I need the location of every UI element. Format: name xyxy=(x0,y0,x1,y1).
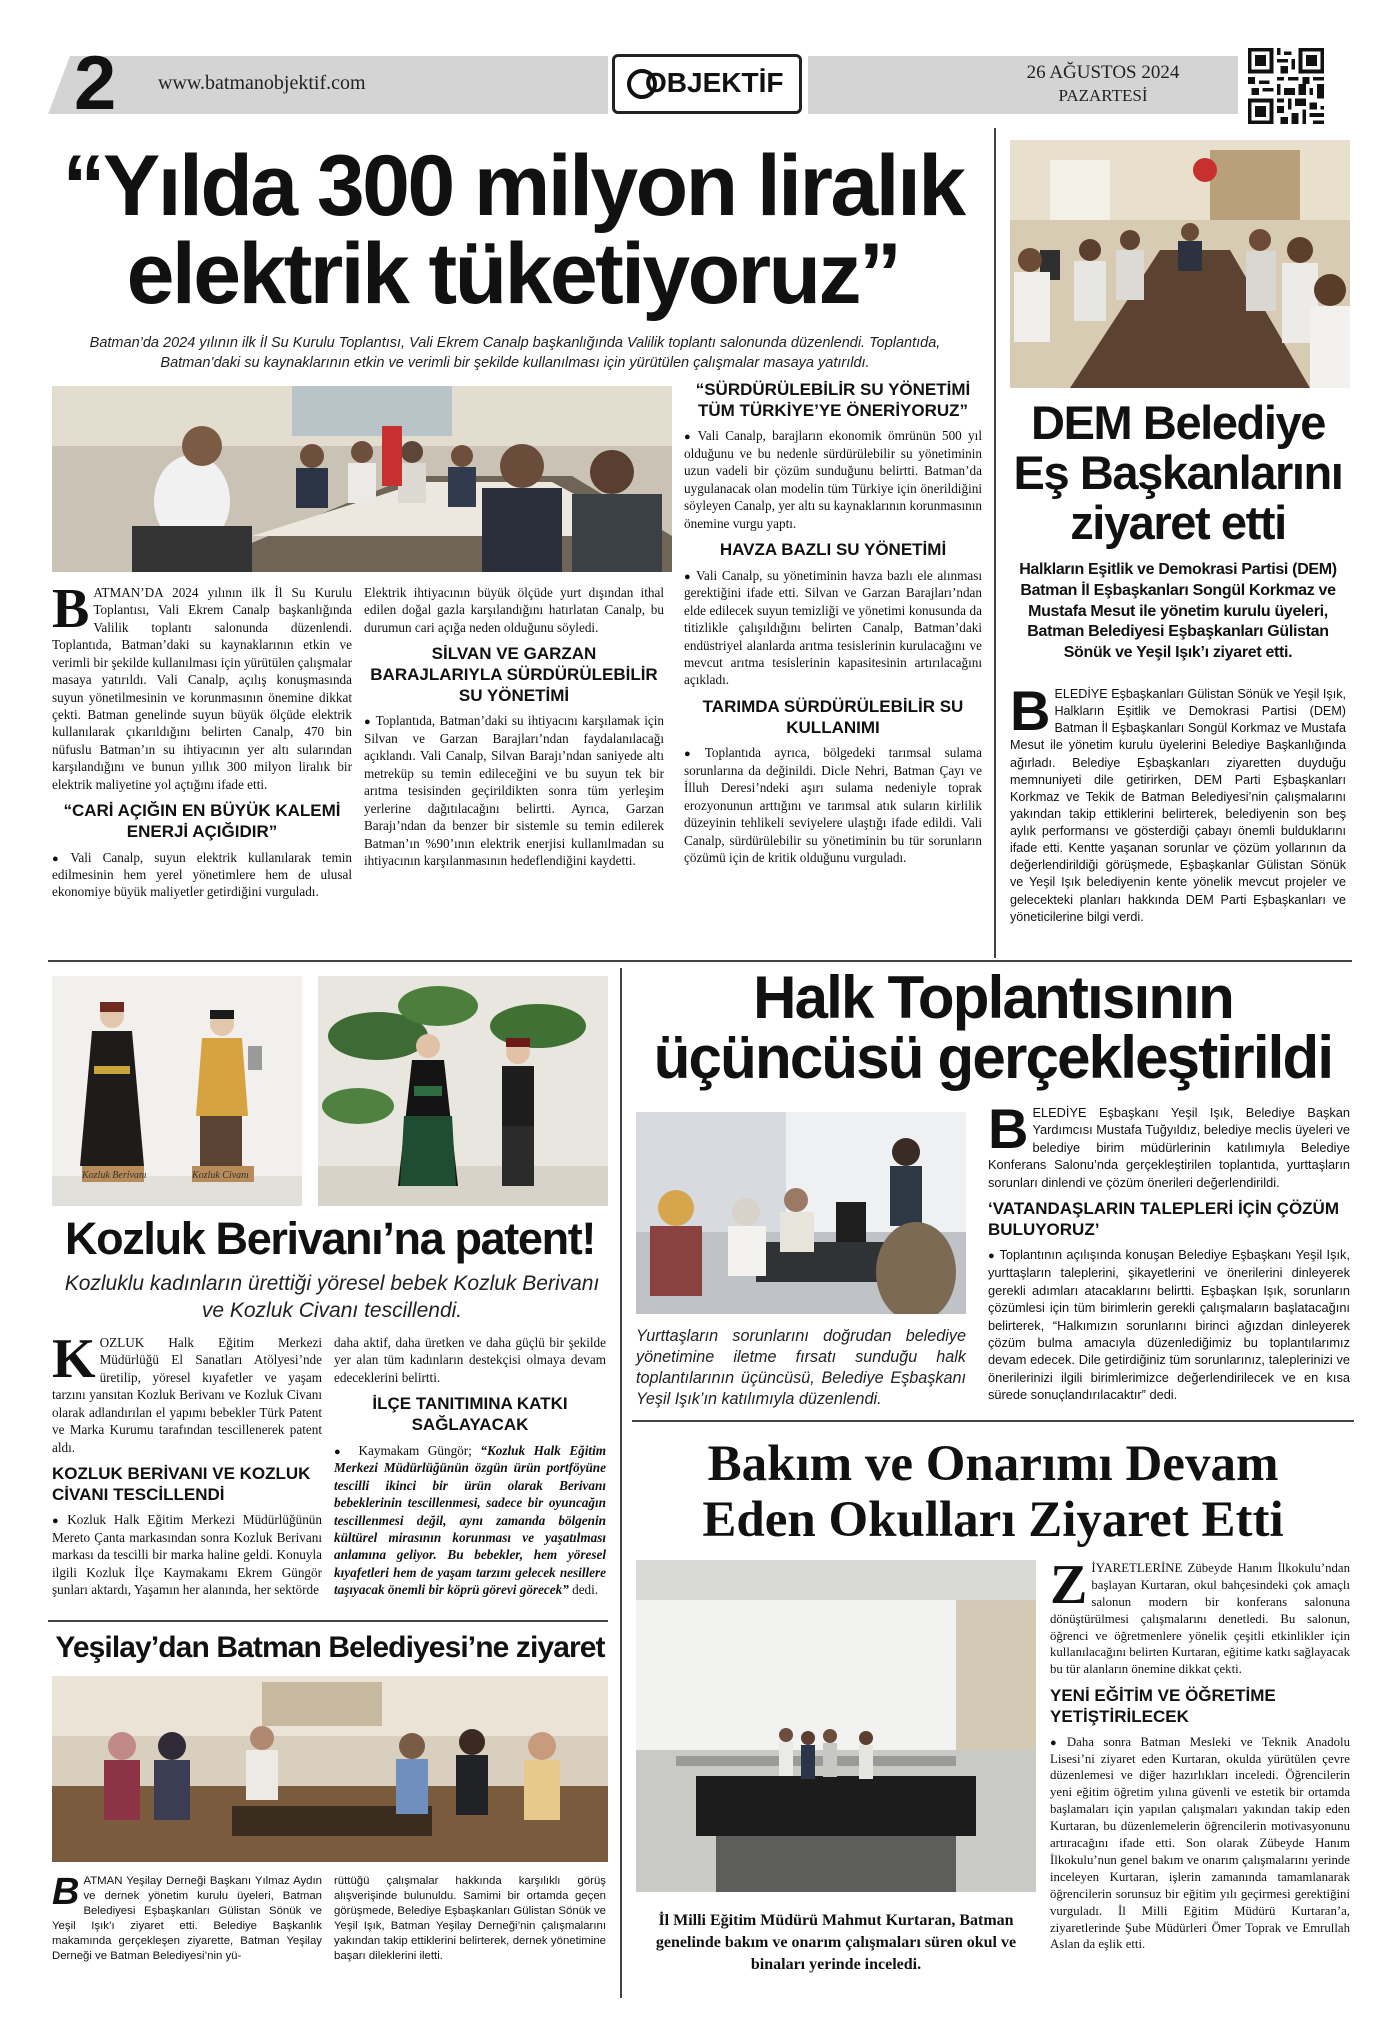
story1-paragraph: ● Toplantıda ayrıca, bölgedeki tarımsal sulama sorunlarına da değinildi. Dicle Nehri, Batman Çayı ve İlluh Deresi’ndeki aşırı sulama nedeniyle toprak erozyonunun arttığını ve tarımsal atık suların kirlilik düzeyinin tehlikeli seviyelere ulaştığı ifade edildi. Vali Canalp, sürdürülebilir su yönetiminin bu tür sorunların çözümü için de kritik olduğunu vurguladı. xyxy=(684,744,982,866)
logo-text: OBJEKTİF xyxy=(645,67,784,98)
story1-column-1 xyxy=(52,578,352,903)
story5-photo-caption: Yurttaşların sorunlarını doğrudan belediye yönetimine iletme fırsatı sunduğu halk toplantılarının üçüncüsü, Belediye Eşbaşkanı Yeşil Işık’ın katılımıyla düzenlendi. xyxy=(636,1327,966,1409)
story1-column-3 xyxy=(684,380,982,868)
story1-text: ATMAN’DA 2024 yılının ilk İl Su Kurulu Toplantısı, Vali Ekrem Canalp başkanlığında Valilik toplantı salonunda düzenlendi. Toplantıda, Batman’daki su kaynaklarının etkin ve verimli bir şekilde kullanılması için yürütülen çalışmalar masaya yatırıldı. Vali Canalp, açılış konuşmasında suyun yönetilmesinin ve korunmasının önemine dikkat çekti. Batman genelinde suyun büyük ölçüde elektrik kullanılarak çıkarıldığını belirten Canalp, 470 bin nüfuslu Batman’ın su ihtiyacının yer altı sularından karşılandığını ve bunun yıllık 300 milyon liralık bir elektrik maliyetine yol açtığını ifade etti. xyxy=(52,585,352,792)
story4-column-2: rüttüğü çalışmalar hakkında karşılıklı görüş alışverişinde bulunuldu. Samimi bir ortamda geçen görüşmede, Belediye Eşbaşkanları Gülistan Sönük ve Yeşil Işık, Batman Yeşilay Derneği’nin çalışmalarını yakından takip ettiklerini belirterek, dernek yönetimine başarı dileklerini iletti. xyxy=(334,1875,606,1963)
story2-headline-line1: DEM Belediye xyxy=(1031,396,1325,449)
story3-text: OZLUK Halk Eğitim Merkezi Müdürlüğü El Sanatları Atölyesi’nde üretilip, yöresel kıyafetler ve yaşam tarzını yansıtan Kozluk Berivanı ve Kozluk Civanı olarak adlandırılan el yapımı bebekler Türk Patent ve Marka Kurumu tarafından tescillenerek patent aldı. xyxy=(52,1335,322,1455)
qr-code-icon xyxy=(1248,48,1324,124)
story3-text: dedi. xyxy=(568,1582,599,1598)
story5-subheading: ‘VATANDAŞLARIN TALEPLERİ İÇİN ÇÖZÜM BULUYORUZ’ xyxy=(988,1198,1339,1239)
story3-quote: “Kozluk Halk Eğitim Merkezi Müdürlüğünün özgün ürün portföyüne tescilli ikinci bir ürün olarak Berivanı bebeklerinin tescillenmesi, sadece bir oyuncağın tescillenmesi değil, aynı zamanda bölgenin kültürel mirasının korunması ve yaşatılması anlamına geliyor. Bu bebekler, hem yöresel kıyafetleri hem de yaşam tarzını gelecek nesillere taşıyacak önemli bir köprü görevi görecek” xyxy=(334,1442,606,1598)
story5-text: ELEDİYE Eşbaşkanı Yeşil Işık, Belediye Başkan Yardımcısı Mustafa Tuğyıldız, belediye meclis üyeleri ve belediye birim müdürlerinin katılımıyla Belediye Konferans Salonu’nda gerçekleştirilen toplantıda, yurttaşların sorunları dinlendi ve çözüm önerileri değerlendirildi. xyxy=(988,1105,1350,1190)
story1-photo xyxy=(52,386,672,572)
story1-headline-line2: elektrik tüketiyoruz” xyxy=(126,226,900,322)
column-rule xyxy=(994,128,996,958)
drop-cap: B xyxy=(1010,679,1051,742)
doll-photo-2 xyxy=(318,976,608,1206)
story5-paragraph: ● Toplantının açılışında konuşan Belediye Eşbaşkanı Yeşil Işık, yurttaşların taleplerini, şikayetlerini ve önerilerini dinleyerek gerekli adımları atacaklarını belirtti. Eşbaşkan Işık, sorunların çözümlesi için tüm birimlerin gerekli çalışmaların başlatacağını belirterek, “Halkımızın sorunlarını birinci ağızdan dinleyerek çözüm bulma amacıyla düzenlediğimiz bu toplantılarımız devam edecek. Dile getirdiğiniz tüm sorunlarınız, taleplerinizi ve önerilerinizi ilgili birimlerimizce değerlendirilecek ve en kısa sürede sonuçlandırılacaktır” dedi. xyxy=(988,1246,1350,1403)
story3-paragraph xyxy=(334,1442,606,1599)
story3-paragraph: ● Kozluk Halk Eğitim Merkezi Müdürlüğünün Mereto Çanta markasından sonra Kozluk Berivanı markası da tescilli bir marka haline geldi. Konuyla ilgili Kozluk İlçe Kaymakamı Ekrem Güngör şunları aktardı, Yaşamın her alanında, her sektörde xyxy=(52,1511,322,1598)
story6-headline-line2: Eden Okulları Ziyaret Etti xyxy=(702,1492,1284,1548)
story2-text: ELEDİYE Eşbaşkanları Gülistan Sönük ve Yeşil Işık, Halkların Eşitlik ve Demokrasi Partisi (DEM) Batman İl Eşbaşkanları Songül Korkmaz ve Mustafa Mesut ile yönetim kurulu üyelerini Belediye Başkanlığında ağırladı. Belediye Eşbaşkanları ziyaretten duyduğu memnuniyeti dile getirirken, DEM Parti Eşbaşkanları Korkmaz ve Tekik de Batman Belediyesi’nin çalışmalarını yakından takip ettiklerini belirterek, belediyenin son beş aylık performansı ve gösterdiği çabayı önemli bulduklarını ifade etti. Kentte yaşanan sorunlar ve çözüm yollarının da değerlendirildiği görüşmede, Eşbaşkanlar Gülistan Sönük ve Yeşil Işık belediyenin kente yönelik mevcut projeler ve gelecekteki planları hakkında DEM Parti Eşbaşkanları ve yöneticilerine bilgi verdi. xyxy=(1010,687,1346,924)
doll-caption-1: Kozluk Berivanı xyxy=(82,1170,147,1181)
column-rule xyxy=(620,968,622,1998)
story3-deck: Kozluklu kadınların ürettiği yöresel bebek Kozluk Berivanı ve Kozluk Civanı tescillendi. xyxy=(64,1272,600,1323)
story3-paragraph xyxy=(52,1328,322,1456)
story1-paragraph: ● Vali Canalp, suyun elektrik kullanılarak temin edilmesinin hem yerel yönetimlere hem de ulusal ekonomiye büyük maliyetler getirdiğini vurguladı. xyxy=(52,849,352,901)
drop-cap: Z xyxy=(1050,1554,1088,1616)
story1-subheading: SİLVAN VE GARZAN BARAJLARIYLA SÜRDÜRÜLEBİLİR SU YÖNETİMİ xyxy=(370,644,658,705)
issue-day: PAZARTESİ xyxy=(1058,86,1148,105)
drop-cap: B xyxy=(52,578,90,640)
story1-headline xyxy=(48,138,978,322)
story1-paragraph: ● Vali Canalp, barajların ekonomik ömrünün 500 yıl olduğunu ve bu nedenle sürdürülebilir su yönetiminin uzun vadeli bir çözüm sunduğunu belirtti. Batman’da uygulanacak olan modelin tüm Türkiye için önerildiğini söyleyen Canalp, yer altı su kaynaklarının korunmasının önemine vurgu yaptı. xyxy=(684,427,982,532)
story6-headline-line1: Bakım ve Onarımı Devam xyxy=(707,1436,1279,1492)
story1-subheading: “SÜRDÜRÜLEBİLİR SU YÖNETİMİ TÜM TÜRKİYE’YE ÖNERİYORUZ” xyxy=(695,380,971,420)
story2-body xyxy=(1010,679,1346,926)
story5-paragraph xyxy=(988,1097,1350,1191)
story6-subheading: YENİ EĞİTİM VE ÖĞRETİME YETİŞTİRİLECEK xyxy=(1050,1686,1276,1726)
page-number: 2 xyxy=(74,41,114,126)
story6-headline xyxy=(632,1436,1354,1548)
story2-headline xyxy=(1000,398,1356,548)
story1-subheading: TARIMDA SÜRDÜRÜLEBİLİR SU KULLANIMI xyxy=(702,696,964,737)
story1-lede: Batman’da 2024 yılının ilk İl Su Kurulu Toplantısı, Vali Ekrem Canalp başkanlığında Valilik toplantı salonunda düzenlendi. Toplantıda, Batman’daki su kaynaklarının etkin ve verimli bir şekilde kullanılması için yürütülen çalışmalar masaya yatırıldı. xyxy=(89,335,941,371)
story6-body xyxy=(1050,1554,1350,1955)
story1-paragraph xyxy=(52,578,352,793)
website-link[interactable]: www.batmanobjektif.com xyxy=(158,72,366,94)
story2-headline-line2: Eş Başkanlarını xyxy=(1013,446,1343,499)
story6-text: İYARETLERİNE Zübeyde Hanım İlkokulu’ndan başlayan Kurtaran, okul bahçesindeki çok amaçlı salonun modern bir konferans salonuna dönüştürülmesi çalışmalarını denetledi. Bu salonun, öğrenci ve öğretmenlere yönelik çeşitli etkinlikler için kullanılacağını belirten Kurtaran, eğitime katkı sağlayacak bu tür alanların önemine dikkat çekti. xyxy=(1050,1561,1350,1677)
story1-paragraph: ● Toplantıda, Batman’daki su ihtiyacını karşılamak için Silvan ve Garzan Barajları’ndan faydalanılacağı açıklandı. Vali Canalp, Silvan Barajı’ndan saniyede altı metreküp su temin edileceğini ve bu suyun tek bir arıtma tesisinden geçirildikten sonra tüm yerleşim yerlerine dağıtılacağını belirtti. Ayrıca, Garzan Barajı’ndan da benzer bir sistemle su temin edilerek Batman’ın %90’ının elektrik enerjisi kullanılmadan su ihtiyacının karşılanmasının hedeflendiğini kaydetti. xyxy=(364,712,664,869)
story3-subheading: KOZLUK BERİVANI VE KOZLUK CİVANI TESCİLLENDİ xyxy=(52,1463,311,1504)
story6-photo xyxy=(636,1560,1036,1892)
doll-caption-2: Kozluk Civanı xyxy=(192,1170,249,1181)
story6-paragraph xyxy=(1050,1554,1350,1678)
section-rule xyxy=(632,1420,1354,1422)
story5-body xyxy=(988,1097,1350,1406)
story3-paragraph: daha aktif, daha üretken ve daha güçlü bir şekilde yer alan tüm kadınların destekçisi olmaya devam edeceklerini belirtti. xyxy=(334,1335,606,1385)
story1-column-2 xyxy=(364,584,664,871)
story5-headline-line2: üçüncüsü gerçekleştirildi xyxy=(653,1024,1333,1091)
header-band xyxy=(48,41,1288,126)
section-rule xyxy=(48,960,1352,962)
drop-cap: B xyxy=(988,1097,1029,1160)
story3-text: Kaymakam Güngör; xyxy=(358,1442,481,1458)
story5-headline-line1: Halk Toplantısının xyxy=(753,964,1233,1031)
story1-paragraph: ● Vali Canalp, su yönetiminin havza bazlı ele alınması gerektiğini ifade etti. Silvan ve Garzan Barajları’ndan elde edilecek suyun temizliği ve yönetimi konusunda da titizlikle çalışıldığını belirten Canalp, Batman’daki endüstriyel alanlarda arıtma tesislerinin kurulacağını ve mevcut arıtma tesislerinin kapasitesinin artırılacağını açıkladı. xyxy=(684,567,982,689)
story1-subheading: “CARİ AÇIĞIN EN BÜYÜK KALEMİ ENERJİ AÇIĞIDIR” xyxy=(63,801,341,841)
story3-column-1 xyxy=(52,1328,322,1601)
story5-headline xyxy=(632,964,1354,1091)
section-rule xyxy=(48,1620,608,1622)
story2-headline-line3: ziyaret etti xyxy=(1070,496,1286,549)
story4-column-1 xyxy=(52,1871,322,1964)
drop-cap: K xyxy=(52,1328,96,1390)
story3-column-2 xyxy=(334,1334,606,1601)
story4-photo xyxy=(52,1676,608,1862)
story6-paragraph: ● Daha sonra Batman Mesleki ve Teknik Anadolu Lisesi’ni ziyaret eden Kurtaran, okulda yürütülen çevre düzenlemesi ve diğer hazırlıkları inceledi. Öğrencilerin yeni eğitim öğretim yılına güvenli ve estetik bir ortamda başlamaları için yapılan çalışmaları yakından takip eden Kurtaran, bu düzenlemelerin öğrencilerin motivasyonunu artıracağını ifade etti. Son olarak Zübeyde Hanım İlkokulu’nun genel bakım ve onarım çalışmalarını yerinde inceleyen Kurtaran, işlerin zamanında tamamlanarak öğrencilerin sorunsuz bir eğitim yılı geçirmesi gerektiğini vurguladı. İl Milli Eğitim Müdürü Kurtaran’a, ziyaretlerinde Şube Müdürleri Ömer Toprak ve Emrullah Aslan da eşlik etti. xyxy=(1050,1734,1350,1954)
story4-headline: Yeşilay’dan Batman Belediyesi’ne ziyaret xyxy=(55,1631,605,1664)
story1-paragraph: Elektrik ihtiyacının büyük ölçüde yurt dışından ithal edilen doğal gazla karşılandığını hatırlatan Canalp, bu durumun cari açığa neden olduğunu söyledi. xyxy=(364,585,664,635)
issue-date: 26 AĞUSTOS 2024 xyxy=(1026,62,1180,83)
story2-photo xyxy=(1010,140,1350,388)
story2-deck: Halkların Eşitlik ve Demokrasi Partisi (DEM) Batman İl Eşbaşkanları Songül Korkmaz ve Mustafa Mesut ile yönetim kurulu üyeleri, Batman Belediyesi Eşbaşkanları Gülistan Sönük ve Yeşil Işık’ı ziyaret etti. xyxy=(1019,561,1337,662)
story6-photo-caption: İl Milli Eğitim Müdürü Mahmut Kurtaran, Batman genelinde bakım ve onarım çalışmaları süren okul ve binaları yerinde inceledi. xyxy=(655,1912,1017,1974)
story3-headline: Kozluk Berivanı’na patent! xyxy=(65,1213,595,1264)
logo xyxy=(612,54,802,114)
story1-subheading: HAVZA BAZLI SU YÖNETİMİ xyxy=(719,540,947,560)
story1-headline-line1: “Yılda 300 milyon liralık xyxy=(62,138,964,234)
story4-text: ATMAN Yeşilay Derneği Başkanı Yılmaz Aydın ve dernek yönetim kurulu üyeleri, Batman Belediyesi Eşbaşkanları Gülistan Sönük ve Yeşil Işık’ı ziyaret etti. Belediye Başkanlık makamında gerçekleşen ziyarette, Batman Yeşilay Derneği ve Batman Belediyesi’nin yü- xyxy=(52,1875,322,1963)
story3-subheading: İLÇE TANITIMINA KATKI SAĞLAYACAK xyxy=(372,1394,568,1434)
drop-cap: B xyxy=(52,1871,80,1913)
story5-photo xyxy=(636,1112,966,1314)
